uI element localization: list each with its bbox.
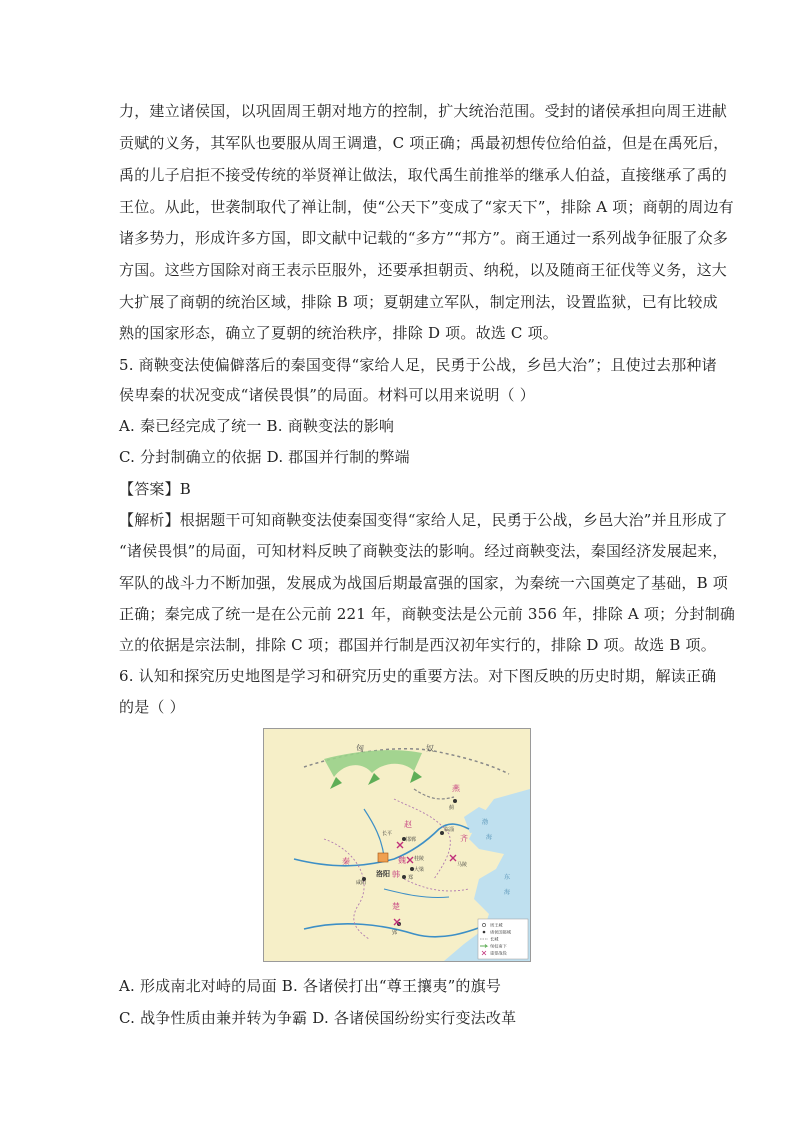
river	[364, 809, 384, 857]
legend-capital-icon	[483, 931, 486, 934]
text-line: 诸多势力，形成许多方国，即文献中记载的“多方”“邦方”。商王通过一系列战争征服了众多	[119, 229, 729, 247]
map-legend	[478, 919, 528, 959]
warring-states-map-svg	[264, 729, 530, 961]
map-label-ying: 郢	[392, 930, 398, 936]
map-label-zhao: 赵	[404, 820, 412, 829]
map-label-qi: 齐	[460, 834, 468, 843]
capital-marker	[453, 799, 457, 803]
map-label-wei: 魏	[398, 856, 406, 865]
map-label-changping: 长平	[382, 831, 393, 837]
capital-marker	[402, 875, 406, 879]
question-6-options: C. 战争性质由兼并转为争霸 D. 各诸侯国纷纷实行变法改革	[119, 1009, 517, 1027]
text-line: 王位。从此，世袭制取代了禅让制，使“公天下”变成了“家天下”，排除 A 项；商朝的周边有	[119, 198, 734, 216]
map-label-zheng: 郑	[408, 875, 414, 881]
map-label-xianyang: 咸阳	[356, 880, 367, 886]
question-5-options: C. 分封制确立的依据 D. 郡国并行制的弊端	[119, 448, 410, 466]
historical-map	[263, 728, 531, 962]
map-label-sea: 海	[504, 889, 511, 896]
map-label-sea: 渤	[482, 819, 489, 826]
text-line: 力，建立诸侯国，以巩固周王朝对地方的控制，扩大统治范围。受封的诸侯承担向周王进献	[119, 102, 728, 120]
map-label-linzi: 临淄	[444, 827, 455, 833]
map-label-sea: 海	[486, 834, 493, 841]
question-6-stem: 6. 认知和探究历史地图是学习和研究历史的重要方法。对下图反映的历史时期，解读正确	[119, 667, 717, 685]
text-line: 禹的儿子启拒不接受传统的举贤禅让做法，取代禹生前推举的继承人伯益，直接继承了禹的	[119, 166, 728, 184]
question-6-options: A. 形成南北对峙的局面 B. 各诸侯打出“尊王攘夷”的旗号	[119, 977, 502, 995]
battle-mark-changping	[397, 842, 403, 848]
zhou-royal-city-marker	[378, 853, 388, 862]
text-line: 方国。这些方国除对商王表示臣服外，还要承担朝贡、纳税，以及随商王征伐等义务，这大	[119, 261, 728, 279]
question-5-stem: 侯卑秦的状况变成“诸侯畏惧”的局面。材料可以用来说明（ ）	[119, 386, 535, 404]
legend-item: 长城	[490, 936, 499, 942]
map-label-daliang: 大梁	[414, 867, 425, 873]
map-label-yan: 燕	[452, 784, 460, 793]
map-label-luoyang: 洛阳	[376, 870, 390, 878]
analysis-text: 正确；秦完成了统一是在公元前 221 年，商鞅变法是公元前 356 年，排除 A 项；分封制确	[119, 605, 736, 623]
map-label-guiling: 桂陵	[414, 856, 425, 862]
legend-item: 匈奴南下	[490, 943, 507, 949]
arrow-head	[368, 773, 380, 785]
map-label-maling: 马陵	[457, 862, 468, 868]
map-label-xiongnu: 匈	[356, 744, 364, 753]
analysis-text: 立的依据是宗法制，排除 C 项；郡国并行制是西汉初年实行的，排除 D 项。故选 B 项。	[119, 636, 716, 654]
analysis-text: “诸侯畏惧”的局面，可知材料反映了商鞅变法的影响。经过商鞅变法，秦国经济发展起来，	[119, 542, 728, 560]
text-line: 熟的国家形态，确立了夏朝的统治秩序，排除 D 项。故选 C 项。	[119, 324, 558, 342]
map-label-sea: 东	[504, 874, 511, 881]
text-line: 大扩展了商朝的统治区域，排除 B 项；夏朝建立军队，制定刑法，设置监狱，已有比较成	[119, 293, 718, 311]
xiongnu-arrow	[324, 750, 422, 777]
legend-item: 诸侯国都城	[490, 929, 511, 935]
arrow-head	[410, 771, 422, 783]
question-5-stem: 5. 商鞅变法使偏僻落后的秦国变得“家给人足，民勇于公战，乡邑大治”；且使过去那种诸	[119, 356, 717, 374]
map-label-han: 韩	[392, 870, 400, 879]
analysis-text: 【解析】根据题干可知商鞅变法使秦国变得“家给人足，民勇于公战，乡邑大治”并且形成了	[119, 511, 728, 529]
answer-label: 【答案】B	[119, 480, 192, 498]
map-label-handan: 邯郸	[406, 837, 417, 843]
arrow-head	[330, 777, 342, 789]
map-label-xiongnu: 奴	[426, 744, 434, 753]
analysis-text: 军队的战斗力不断加强，发展成为战国后期最富强的国家，为秦统一六国奠定了基础，B 项	[119, 574, 728, 592]
battle-mark-ying	[394, 919, 400, 925]
question-5-options: A. 秦已经完成了统一 B. 商鞅变法的影响	[119, 417, 395, 435]
battle-mark-guiling	[407, 857, 413, 863]
state-border	[404, 879, 469, 891]
great-wall-line	[414, 789, 454, 799]
map-label-ji: 蓟	[449, 805, 455, 811]
map-label-chu: 楚	[392, 902, 400, 911]
legend-item: 重要战役	[490, 950, 507, 956]
battle-mark-maling	[450, 855, 456, 861]
question-6-stem: 的是（ ）	[119, 698, 185, 716]
legend-item: 周王城	[490, 922, 503, 928]
map-label-qin: 秦	[342, 857, 350, 866]
text-line: 贡赋的义务，其军队也要服从周王调遣，C 项正确；禹最初想传位给伯益，但是在禹死后，	[119, 134, 729, 152]
